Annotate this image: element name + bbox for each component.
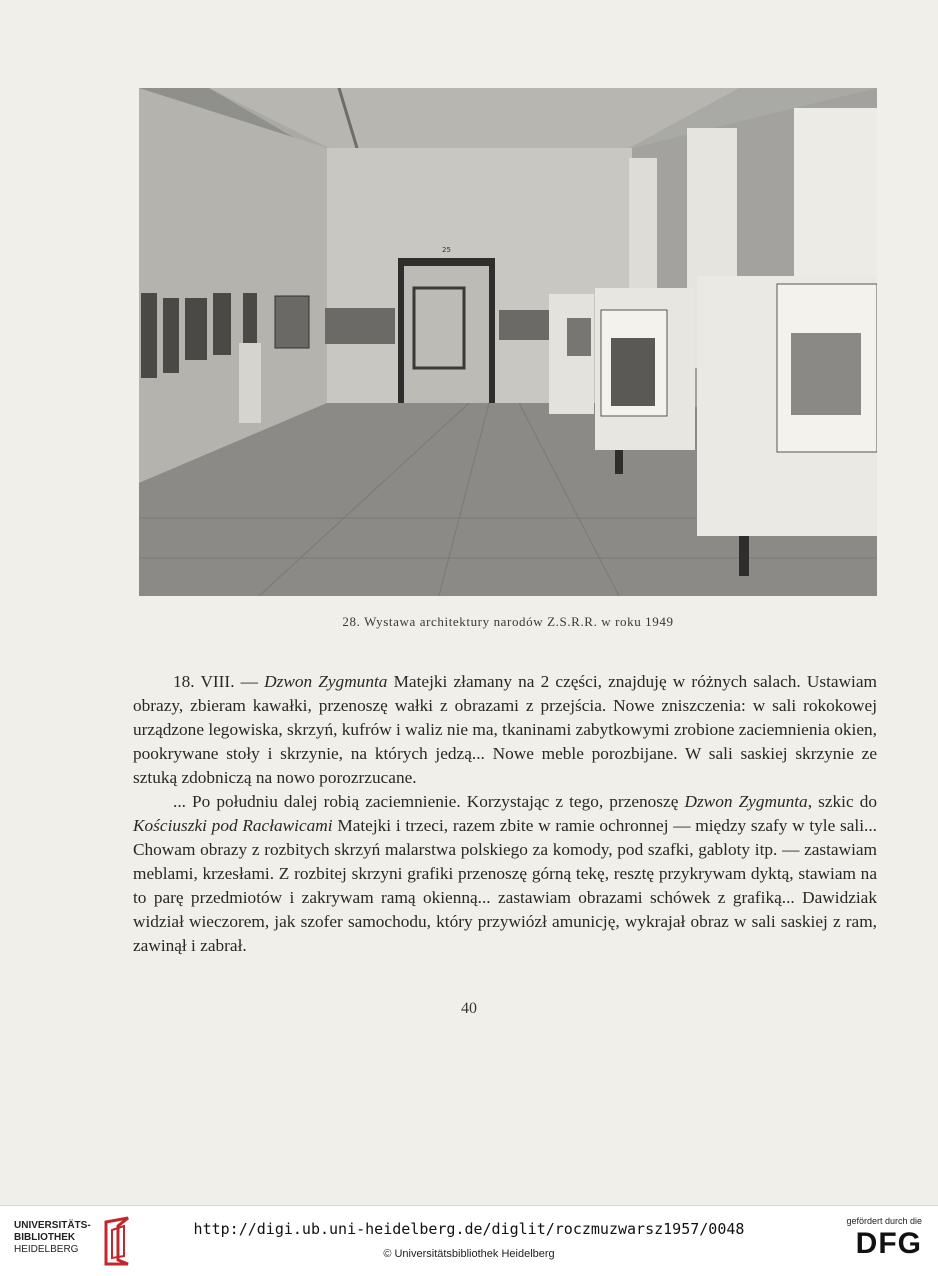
library-name-line: HEIDELBERG [14,1244,79,1255]
paragraph-text: ... Po południu dalej robią zaciemnienie. Korzystając z tego, przenoszę [173,792,685,811]
library-name-line: BIBLIOTHEK [14,1232,76,1243]
paragraph-text: , szkic do [807,792,877,811]
artwork-title: Dzwon Zygmunta [264,672,388,691]
dfg-logo-icon: DFG [855,1227,922,1260]
paragraph-1 [133,670,877,790]
library-name-line: UNIVERSITÄTS- [14,1220,91,1231]
funding-label: gefördert durch die [846,1216,922,1226]
paragraph-text: Matejki złamany na 2 części, znajduję w różnych salach. Ustawiam obrazy, zbieram kawałki, przenoszę wałki z obrazami z przejścia. Nowe zniszczenia: w sali rokokowej urządzone legowiska, skrzyń, kufrów i waliz nie ma, tkaninami zabytkowymi zrobione zaciemnienia okien, pookrywane stoły i skrzynie, na których jedzą... Nowe meble porozbijane. W sali saskiej skrzynie ze sztuką zdobniczą na nowo porozrzucane. [133,672,877,787]
paragraph-text: Matejki i trzeci, razem zbite w ramie ochronnej — między szafy w tyle sali... Chowam obrazy z rozbitych skrzyń malarstwa polskiego za komody, pod szafki, gabloty itp. — zastawiam meblami, krzesłami. Z rozbitej skrzyni grafiki przenoszę górną tekę, resztę przykrywam dyktą, stawiam na to parę przedmiotów i zakrywam ramą okienną... zastawiam obrazami schówek z grafiką... Dawidziak widział wieczorem, jak szofer samochodu, który przywiózł amunicję, wykrajał obraz w sali saskiej z ram, zawinął i zabrał. [133,816,877,955]
body-text [133,670,877,958]
permalink[interactable] [0,1220,938,1238]
artwork-title: Kościuszki pod Racławicami [133,816,333,835]
artwork-title: Dzwon Zygmunta [684,792,808,811]
doorway-number: 25 [442,246,451,254]
exhibition-photo [139,88,877,596]
figure-caption: 28. Wystawa architektury narodów Z.S.R.R. w roku 1949 [342,614,674,629]
paragraph-text: 18. VIII. — [173,672,265,691]
page-number: 40 [461,1000,477,1017]
permalink-link[interactable]: http://digi.ub.uni-heidelberg.de/diglit/roczmuzwarsz1957/0048 [193,1220,745,1238]
dfg-logo[interactable] [832,1216,922,1260]
viewer-footer [0,1205,938,1276]
paragraph-2 [133,790,877,958]
copyright-notice: © Universitätsbibliothek Heidelberg [383,1248,555,1260]
